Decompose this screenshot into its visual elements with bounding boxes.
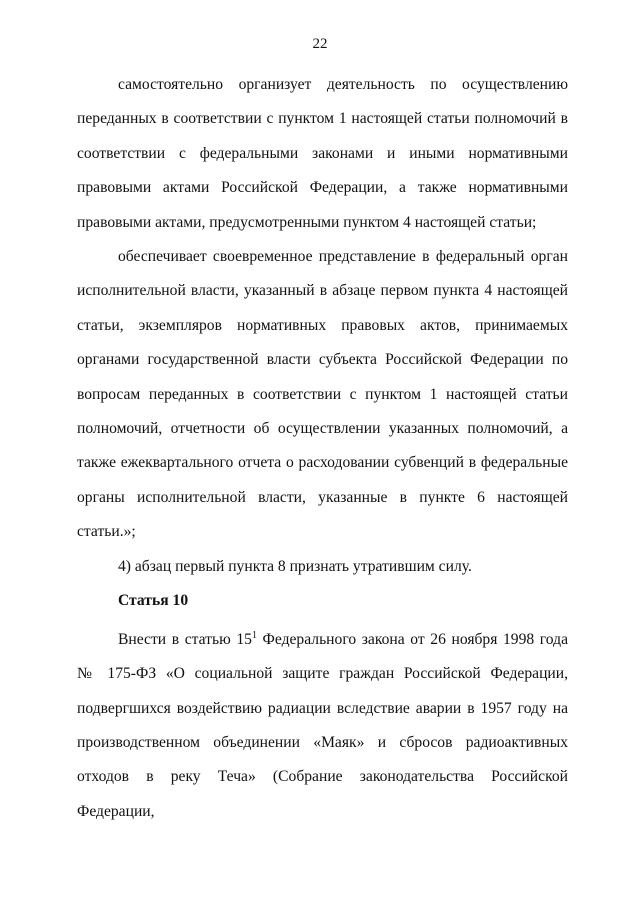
paragraph-amendment-item-4: 4) абзац первый пункта 8 признать утратившим силу.: [118, 557, 472, 575]
article-number-superscript: 1: [251, 629, 257, 641]
article-10-text-rest: Федерального закона от 26 ноября 1998 года № 175-ФЗ «О социальной защите граждан Российской Федерации, подвергшихся воздействию радиации вследствие аварии в 1957 году на производственном объединении «Маяк» и сбросов радиоактивных отходов в реку Теча» (Собрание законодательства Российской Федерации,: [77, 630, 569, 820]
paragraph-article-10-body: [77, 619, 568, 830]
article-10-text-start: Внести в статью 15: [118, 630, 252, 648]
article-heading: Статья 10: [118, 592, 189, 610]
document-body: [77, 68, 568, 829]
paragraph-continuation: самостоятельно организует деятельность по осуществлению переданных в соответствии с пунктом 1 настоящей статьи полномочий в соответствии с федеральными законами и иными нормативными правовыми актами Российской Федерации, а также нормативными правовыми актами, предусмотренными пунктом 4 настоящей статьи;: [77, 76, 568, 231]
paragraph-reporting: обеспечивает своевременное представление в федеральный орган исполнительной власти, указанный в абзаце первом пункта 4 настоящей статьи, экземпляров нормативных правовых актов, принимаемых органами государственной власти субъекта Российской Федерации по вопросам переданных в соответствии с пунктом 1 настоящей статьи полномочий, отчетности об осуществлении указанных полномочий, а также ежеквартального отчета о расходовании субвенций в федеральные органы исполнительной власти, указанные в пункте 6 настоящей статьи.»;: [77, 248, 568, 541]
page-number: 22: [312, 36, 328, 52]
